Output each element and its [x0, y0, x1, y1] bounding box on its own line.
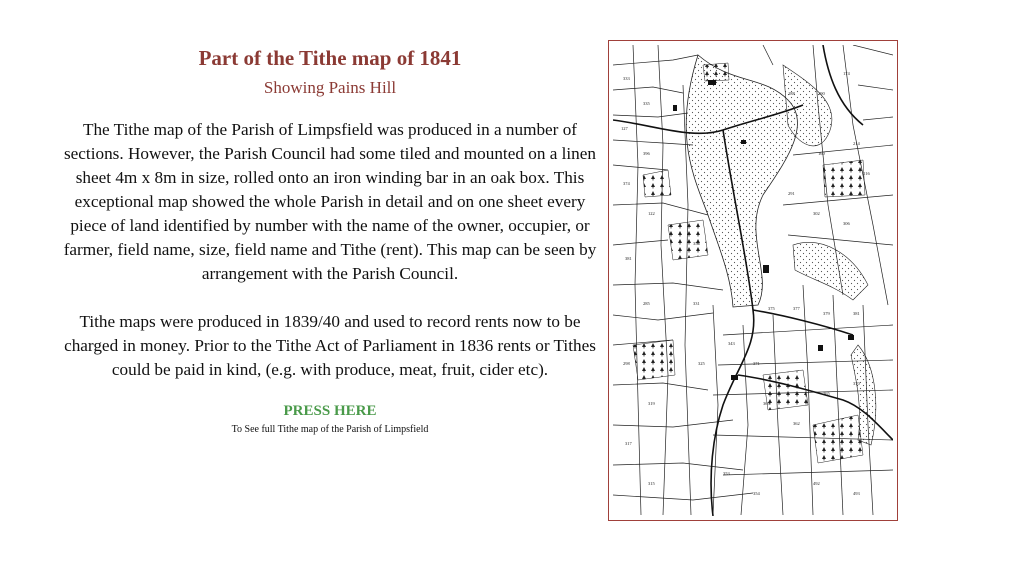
svg-text:160: 160	[818, 151, 825, 156]
svg-text:190: 190	[818, 91, 825, 96]
page-subtitle: Showing Pains Hill	[263, 78, 397, 97]
svg-text:379: 379	[823, 311, 830, 316]
svg-text:291: 291	[788, 191, 795, 196]
svg-text:122: 122	[648, 211, 655, 216]
svg-text:381: 381	[853, 311, 860, 316]
svg-text:214: 214	[853, 141, 860, 146]
svg-text:188: 188	[788, 91, 795, 96]
text-panel	[60, 45, 600, 436]
svg-text:298: 298	[623, 361, 630, 366]
description-paragraph-2: Tithe maps were produced in 1839/40 and used to record rents now to be charged in money. Prior to the Tithe Act of Parliament in 1836 rents or Tithes could be paid in kind, (e.g. with produce, meat, fruit, cider etc).	[64, 312, 596, 379]
tithe-map-image	[613, 45, 893, 516]
svg-text:381: 381	[625, 256, 632, 261]
svg-text:174: 174	[843, 71, 850, 76]
press-here-link[interactable]: PRESS HERE	[283, 403, 377, 419]
svg-text:325: 325	[698, 361, 705, 366]
svg-text:216: 216	[863, 171, 870, 176]
svg-text:493: 493	[853, 491, 860, 496]
svg-text:369: 369	[763, 401, 770, 406]
description-paragraph-1: The Tithe map of the Parish of Limpsfield was produced in a number of sections. However, the Parish Council had some tiled and mounted on a linen sheet 4m x 8m in size, rolled onto an iron winding bar in an oak box. This exceptional map showed the whole Parish in detail and on one sheet every piece of land identified by number with the name of the owner, occupier, or farmer, field name, size, field name and Tithe (rent). This map can be seen by arrangement with the Parish Council.	[63, 120, 597, 283]
svg-text:331: 331	[693, 301, 700, 306]
svg-text:285: 285	[643, 301, 650, 306]
svg-text:365: 365	[823, 391, 830, 396]
svg-text:306: 306	[843, 221, 850, 226]
svg-text:127: 127	[621, 126, 628, 131]
page-title: Part of the Tithe map of 1841	[198, 46, 462, 70]
svg-text:377: 377	[793, 306, 800, 311]
svg-text:375: 375	[768, 306, 775, 311]
svg-text:317: 317	[625, 441, 632, 446]
svg-text:335: 335	[643, 101, 650, 106]
svg-text:354: 354	[753, 491, 760, 496]
svg-text:319: 319	[648, 401, 655, 406]
svg-text:356: 356	[693, 241, 700, 246]
svg-text:302: 302	[813, 211, 820, 216]
svg-text:333: 333	[623, 76, 630, 81]
svg-text:343: 343	[728, 341, 735, 346]
svg-text:371: 371	[753, 361, 760, 366]
svg-text:362: 362	[793, 421, 800, 426]
svg-text:353: 353	[723, 471, 730, 476]
svg-text:370: 370	[853, 381, 860, 386]
svg-text:492: 492	[813, 481, 820, 486]
press-here-caption: To See full Tithe map of the Parish of Limpsfield	[231, 424, 429, 435]
svg-text:374: 374	[623, 181, 630, 186]
svg-text:396: 396	[643, 151, 650, 156]
tithe-map-frame	[608, 40, 898, 521]
svg-text:315: 315	[648, 481, 655, 486]
